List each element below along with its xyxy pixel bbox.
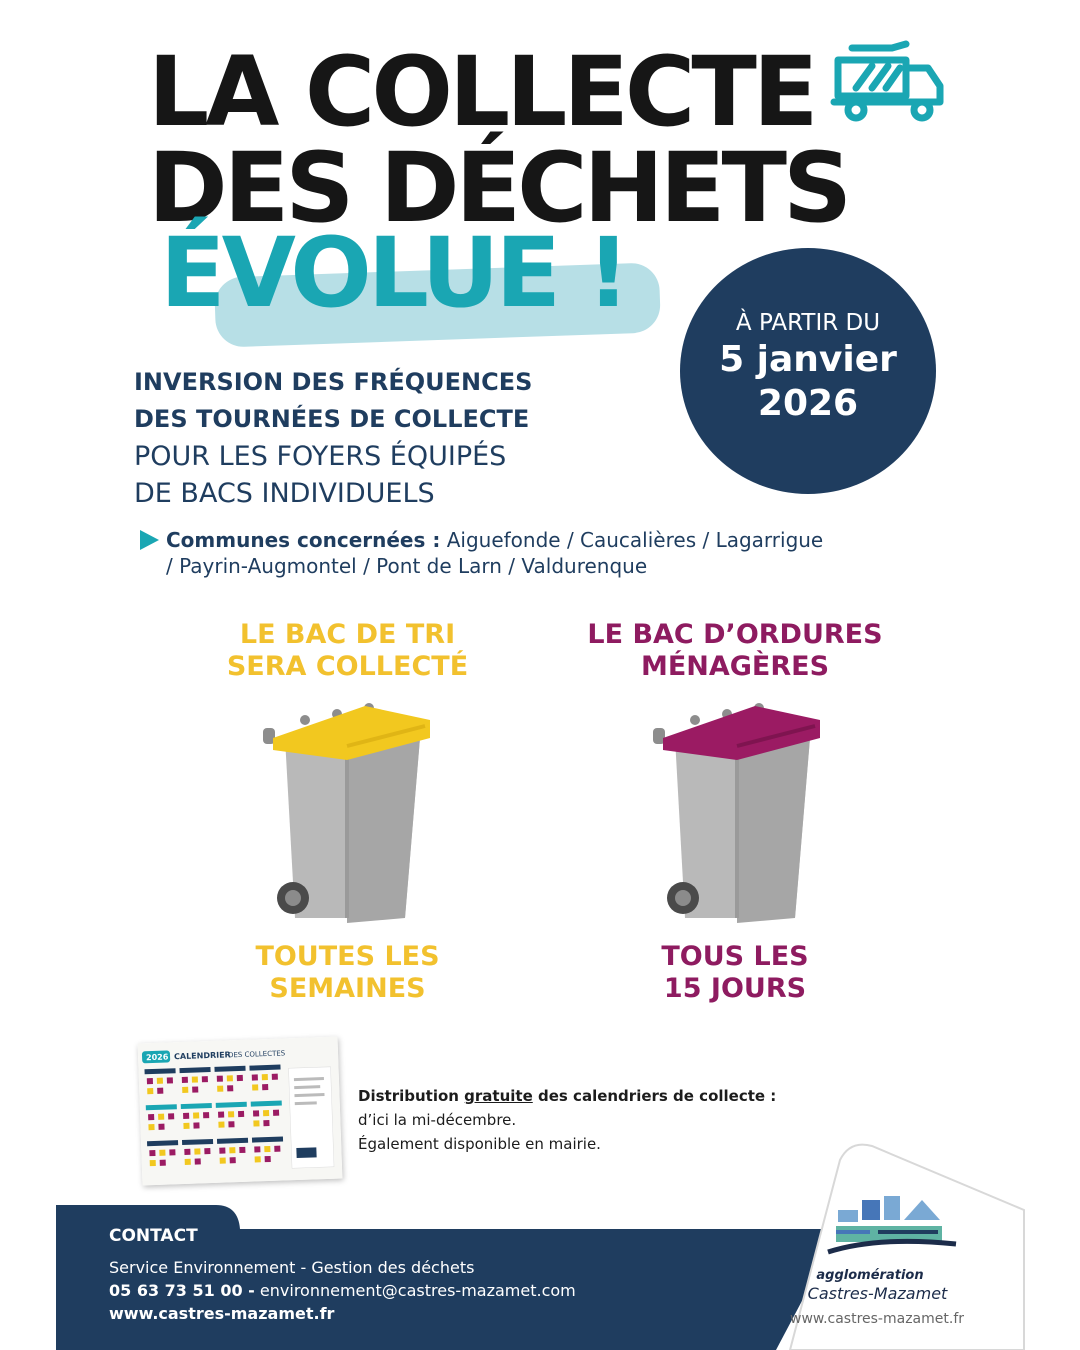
plum-household-waste-bin-icon	[645, 698, 830, 928]
sorting-bin-frequency-line-2: SEMAINES	[269, 973, 426, 1004]
collection-calendar-thumbnail	[138, 1037, 343, 1186]
sorting-bin-frequency	[190, 941, 505, 1005]
calendar-title: CALENDRIER	[173, 1050, 231, 1062]
distribution-line-1-pre: Distribution	[358, 1087, 465, 1105]
title-line-1: LA COLLECTE	[148, 36, 815, 148]
communes-line-1	[166, 527, 823, 553]
communes-label: Communes concernées :	[166, 528, 441, 552]
distribution-line-3: Également disponible en mairie.	[358, 1135, 601, 1153]
inversion-line-4: DE BACS INDIVIDUELS	[134, 478, 435, 509]
inversion-line-3: POUR LES FOYERS ÉQUIPÉS	[134, 441, 507, 472]
sorting-bin-heading-line-1: LE BAC DE TRI	[239, 619, 456, 650]
contact-website[interactable]: www.castres-mazamet.fr	[109, 1304, 335, 1323]
household-bin-heading-line-2: MÉNAGÈRES	[640, 651, 830, 682]
contact-service: Service Environnement - Gestion des déchets	[109, 1258, 475, 1277]
footer-website-url[interactable]: www.castres-mazamet.fr	[790, 1311, 965, 1327]
start-date-year: 2026	[757, 383, 859, 424]
household-bin-heading	[555, 619, 915, 683]
household-bin-heading-line-1: LE BAC D’ORDURES	[587, 619, 883, 650]
logo-name-line-1: agglomération	[816, 1268, 924, 1283]
household-bin-frequency-line-2: 15 JOURS	[663, 973, 807, 1004]
start-date-day: 5 janvier	[719, 339, 897, 380]
sorting-bin-heading	[190, 619, 505, 683]
calendar-subtitle: DES COLLECTES	[227, 1049, 286, 1060]
garbage-truck-icon	[830, 38, 948, 124]
play-arrow-icon	[140, 530, 159, 550]
inversion-line-2: DES TOURNÉES DE COLLECTE	[134, 405, 530, 433]
title-line-3: ÉVOLUE !	[160, 217, 627, 329]
logo-name-line-2: Castres-Mazamet	[807, 1284, 948, 1303]
title-line-2: DES DÉCHETS	[148, 132, 849, 244]
contact-phone: 05 63 73 51 00 -	[109, 1281, 255, 1300]
sorting-bin-heading-line-2: SERA COLLECTÉ	[226, 651, 469, 682]
communes-line-2: / Payrin-Augmontel / Pont de Larn / Valdurenque	[166, 554, 648, 578]
household-bin-frequency-line-1: TOUS LES	[661, 941, 809, 972]
distribution-line-2: d’ici la mi-décembre.	[358, 1111, 517, 1129]
contact-phone-email	[109, 1279, 576, 1303]
start-date-value	[680, 338, 936, 426]
distribution-line-1	[358, 1084, 776, 1108]
calendar-year: 2026	[145, 1052, 169, 1063]
start-date-prefix: À PARTIR DU	[735, 310, 881, 336]
distribution-free-emphasis: gratuite	[464, 1087, 533, 1105]
distribution-line-1-post: des calendriers de collecte :	[532, 1087, 777, 1105]
inversion-line-1: INVERSION DES FRÉQUENCES	[134, 368, 533, 396]
household-bin-frequency	[555, 941, 915, 1005]
contact-email[interactable]: environnement@castres-mazamet.com	[254, 1281, 576, 1300]
start-date-badge	[680, 248, 936, 494]
communes-list-1: Aiguefonde / Caucalières / Lagarrigue	[440, 528, 824, 552]
sorting-bin-frequency-line-1: TOUTES LES	[255, 941, 440, 972]
contact-title: CONTACT	[109, 1226, 198, 1246]
yellow-recycling-bin-icon	[255, 698, 440, 928]
